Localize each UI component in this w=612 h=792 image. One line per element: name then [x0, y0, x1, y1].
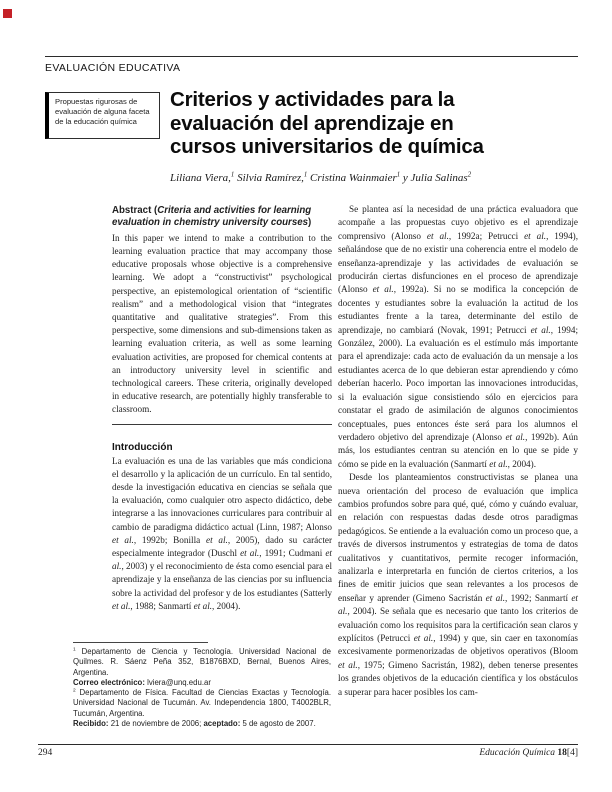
introduction-body: La evaluación es una de las variables que más condiciona el desarrollo y la aplicación de un currículo. En tal sentido, desde la investigación educativa en ciencias se señala que la evaluación, como cualquier otro aspecto didáctico, debe integrarse a las innovaciones curriculares para contribuir al cambio de paradigma didáctico actual (Linn, 1987; Alonso et al., 1992b; Bonilla et al., 2005), dado su carácter especialmente integrador (Duschl et al., 1991; Cudmani et al., 2003) y el reconocimiento de ésta como esencial para el aprendizaje y la enseñanza de las ciencias por su influencia sobre la actividad del profesor y de los estudiantes (Satterly et al., 1988; Sanmartí et al., 2004).	[112, 455, 333, 611]
margin-note-text: Propuestas rigurosas de evaluación de alguna faceta de la educación química	[55, 97, 150, 126]
introduction-heading: Introducción	[112, 441, 173, 453]
right-column	[338, 203, 578, 699]
footnote-email: Correo electrónico: lviera@unq.edu.ar	[73, 677, 211, 687]
page-number: 294	[38, 748, 53, 758]
article-title	[170, 88, 578, 159]
section-divider	[112, 424, 332, 425]
footnote-separator	[73, 642, 208, 643]
footer-rule	[38, 744, 578, 745]
abstract-body: In this paper we intend to make a contribution to the learning evaluation practice that may accompany those educative proposals whose objective is a comprehensive learning. We adopt a “constructivist” psychological perspective, an epistemological orientation of “scientific realism” and a methodological vision that “integrates quantitative and qualitative strategies”. From this perspective, some dimensions and sub-dimensions taken as learning evaluation criteria, as well as some learning evaluation activities, are proposed for chemical contents at an introductory university level in scientific and technological careers. These criteria, originally developed in educative research, are potentially highly transferable to classroom.	[112, 232, 332, 415]
article-title-line: evaluación del aprendizaje en	[170, 111, 454, 135]
left-column	[112, 205, 332, 613]
article-title-line: cursos universitarios de química	[170, 135, 484, 158]
footnote-received-accepted: Recibido: 21 de noviembre de 2006; aceptado: 5 de agosto de 2007.	[73, 719, 316, 729]
section-label: EVALUACIÓN EDUCATIVA	[45, 62, 181, 74]
authors-line: Liliana Viera,$^1$ Silvia Ramírez,$^1$ Cristina Wainmaier$^1$ y Julia Salinas$^2$	[170, 171, 472, 184]
footnotes-block	[73, 647, 331, 729]
article-title-line: Criterios y actividades para la	[170, 88, 455, 111]
journal-reference: Educación Química 18[4]	[479, 748, 578, 758]
abstract-heading: Abstract (Criteria and activities for learning evaluation in chemistry university courses)	[112, 205, 312, 229]
body-paragraph-1: Se plantea así la necesidad de una práctica evaluadora que acompañe a las propuestas cuyo objetivo es el aprendizaje comprensivo (Alonso et al., 1992a; Petrucci et al., 1994), señalándose que de no existir una coherencia entre el modelo de enseñanza-aprendizaje y las actividades de evaluación se producirán ciertas disfunciones en el proceso de aprendizaje (Alonso et al., 1992a). Si no se modifica la concepción de docentes y estudiantes sobre la evaluación la actitud de los estudiantes frente a la tarea, determinante del estilo de aprendizaje, no cambiará (Novak, 1991; Petrucci et al., 1994; González, 2000). La evaluación es el estímulo más importante para el aprendizaje: cada acto de evaluación da un mensaje a los estudiantes acerca de lo que debieran estar aprendiendo y cómo deberían hacerlo. Poco importan las innovaciones introducidas, si la evaluación sigue consistiendo sólo en ejercicios para constatar el grado de asimilación de algunos conocimientos conceptuales, pues entonces éste será para los alumnos el verdadero objetivo del aprendizaje (Alonso et al., 1992b). Aún más, los estudiantes centran su atención en lo que se pide y cómo se pide en la evaluación (Sanmartí et al., 2004).	[338, 204, 579, 469]
footnote-affiliation-2: $^2$ Departamento de Física. Facultad de Ciencias Exactas y Tecnología. Universidad Nacional de Tucumán. Av. Independencia 1800, T4002BLR, Tucumán, Argentina.	[73, 688, 331, 718]
header-rule	[45, 56, 578, 57]
red-corner-marker	[3, 9, 12, 18]
footnote-affiliation-1: $^1$ Departamento de Ciencia y Tecnología. Universidad Nacional de Quilmes. R. Sáenz Peña 352, B1876BXD, Bernal, Buenos Aires, Argentina.	[73, 647, 331, 677]
body-paragraph-2: Desde los planteamientos constructivistas se planea una nueva orientación del proceso de evaluación que implica cambios profundos sobre para qué, qué, cómo y cuándo evaluar, en relación con respuestas dadas desde otros paradigmas pedagógicos. Se entiende a la evaluación como un proceso que, a través de diversos instrumentos y estrategias de toma de datos cualitativos y cuantitativos, permite recoger información, analizarla e interpretarla en función de ciertos criterios, a los fines de emitir juicios que sean relevantes a los procesos de enseñar y aprender (Gimeno Sacristán et al., 1992; Sanmartí et al., 2004). Se señala que es necesario que tanto los criterios de evaluación como los requisitos para la certificación sean claros y explícitos (Petrucci et al., 1994) y que, sin caer en taxonomías excesivamente pormenorizadas de objetivos operativos (Bloom et al., 1975; Gimeno Sacristán, 1982), deben tenerse presentes los grandes objetivos de la educación científica y los obstáculos a superar para hacer posibles los cam-	[338, 472, 578, 697]
margin-note-box	[45, 92, 160, 139]
